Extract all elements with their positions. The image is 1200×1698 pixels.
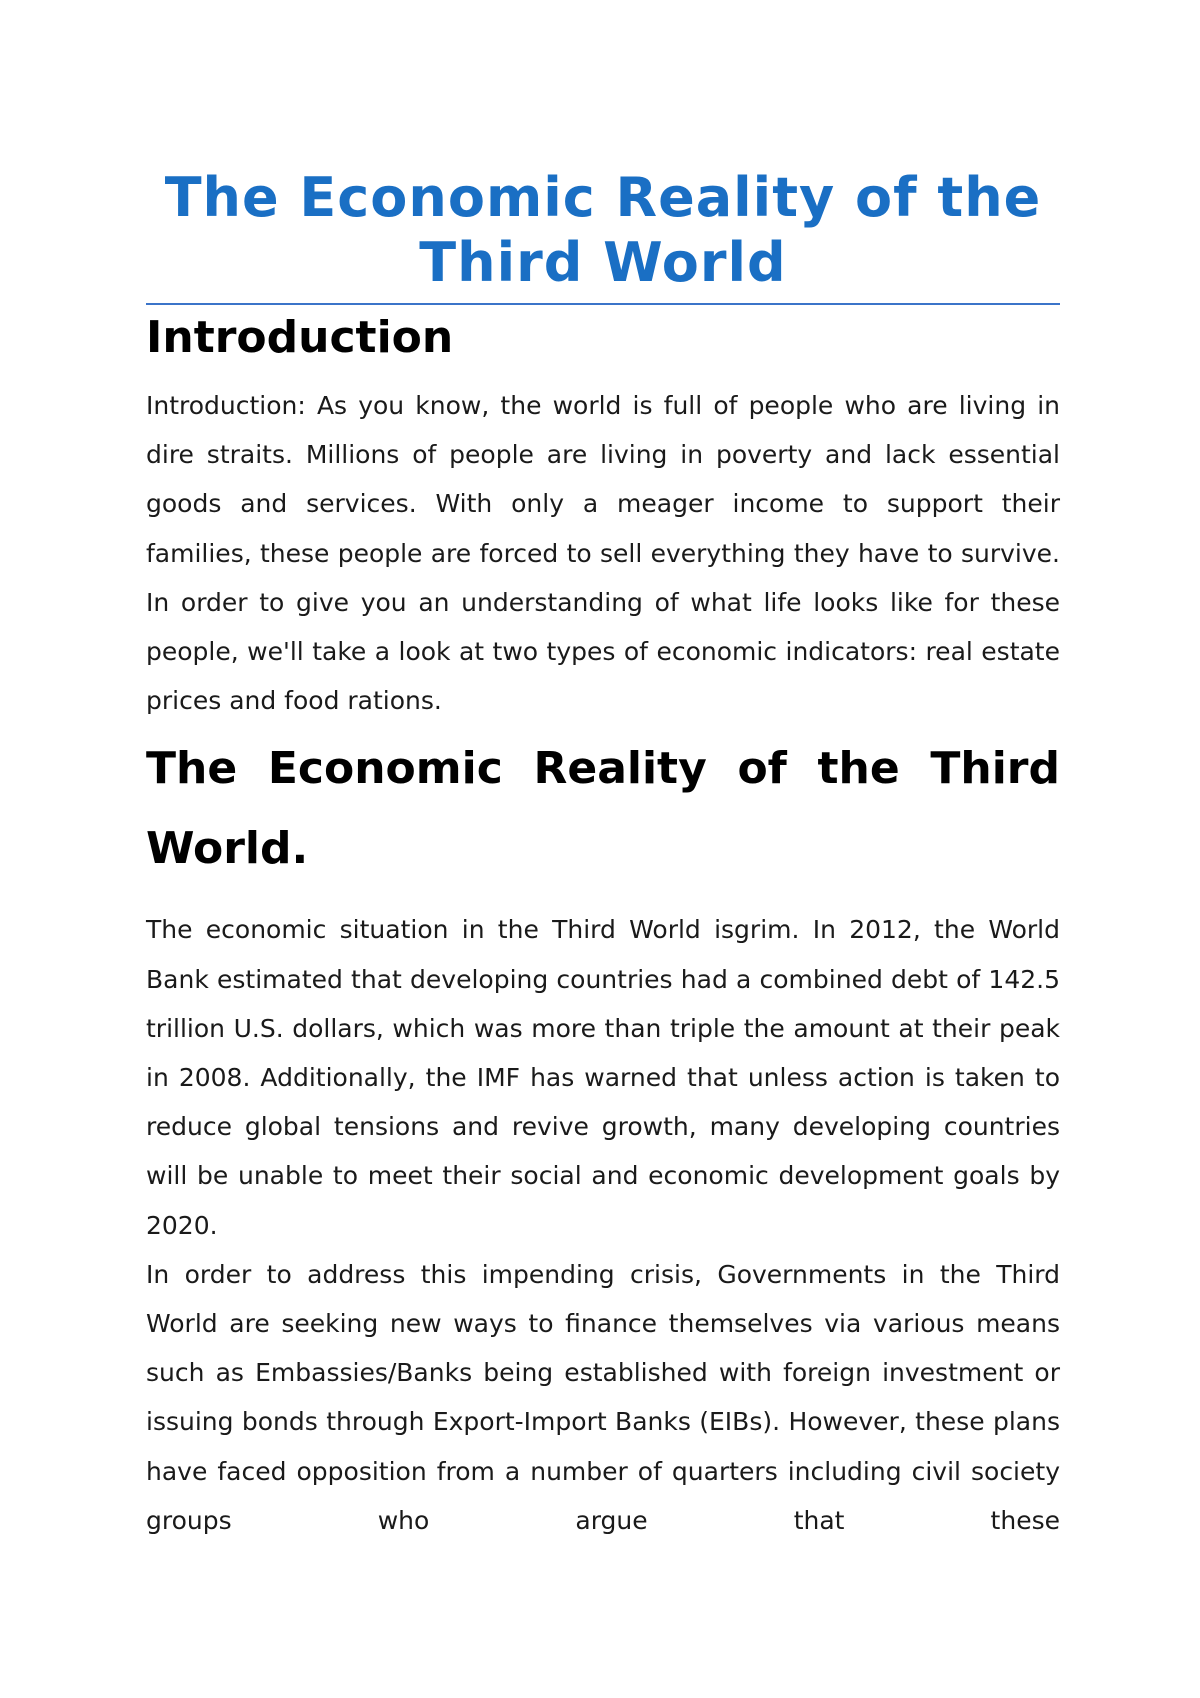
section-heading-introduction: Introduction [146, 312, 454, 363]
introduction-paragraph: Introduction: As you know, the world is full of people who are living in dire straits. Millions of people are living in poverty and lack essential goods and services. With only a meager income to support their families, these people are forced to sell everything they have to survive. In order to give you an understanding of what life looks like for these people, we'll take a look at two types of economic indicators: real estate prices and food rations. [146, 391, 1060, 716]
document-page [146, 165, 1060, 1545]
crisis-paragraph: In order to address this impending crisis, Governments in the Third World are seeking new ways to finance themselves via various means such as Embassies/Banks being established with foreign investment or issuing bonds through Export-Import Banks (EIBs). However, these plans have faced opposition from a number of quarters including civil society groups who argue that these [146, 1259, 1060, 1535]
economic-situation-paragraph: The economic situation in the Third World isgrim. In 2012, the World Bank estimated that developing countries had a combined debt of 142.5 trillion U.S. dollars, which was more than triple the amount at their peak in 2008. Additionally, the IMF has warned that unless action is taken to reduce global tensions and revive growth, many developing countries will be unable to meet their social and economic development goals by 2020. [146, 915, 1060, 1240]
title-underline-rule [146, 303, 1060, 305]
section-heading-economic-reality: The Economic Reality of the Third World. [146, 743, 1060, 875]
document-title: The Economic Reality of the Third World [164, 166, 1042, 294]
